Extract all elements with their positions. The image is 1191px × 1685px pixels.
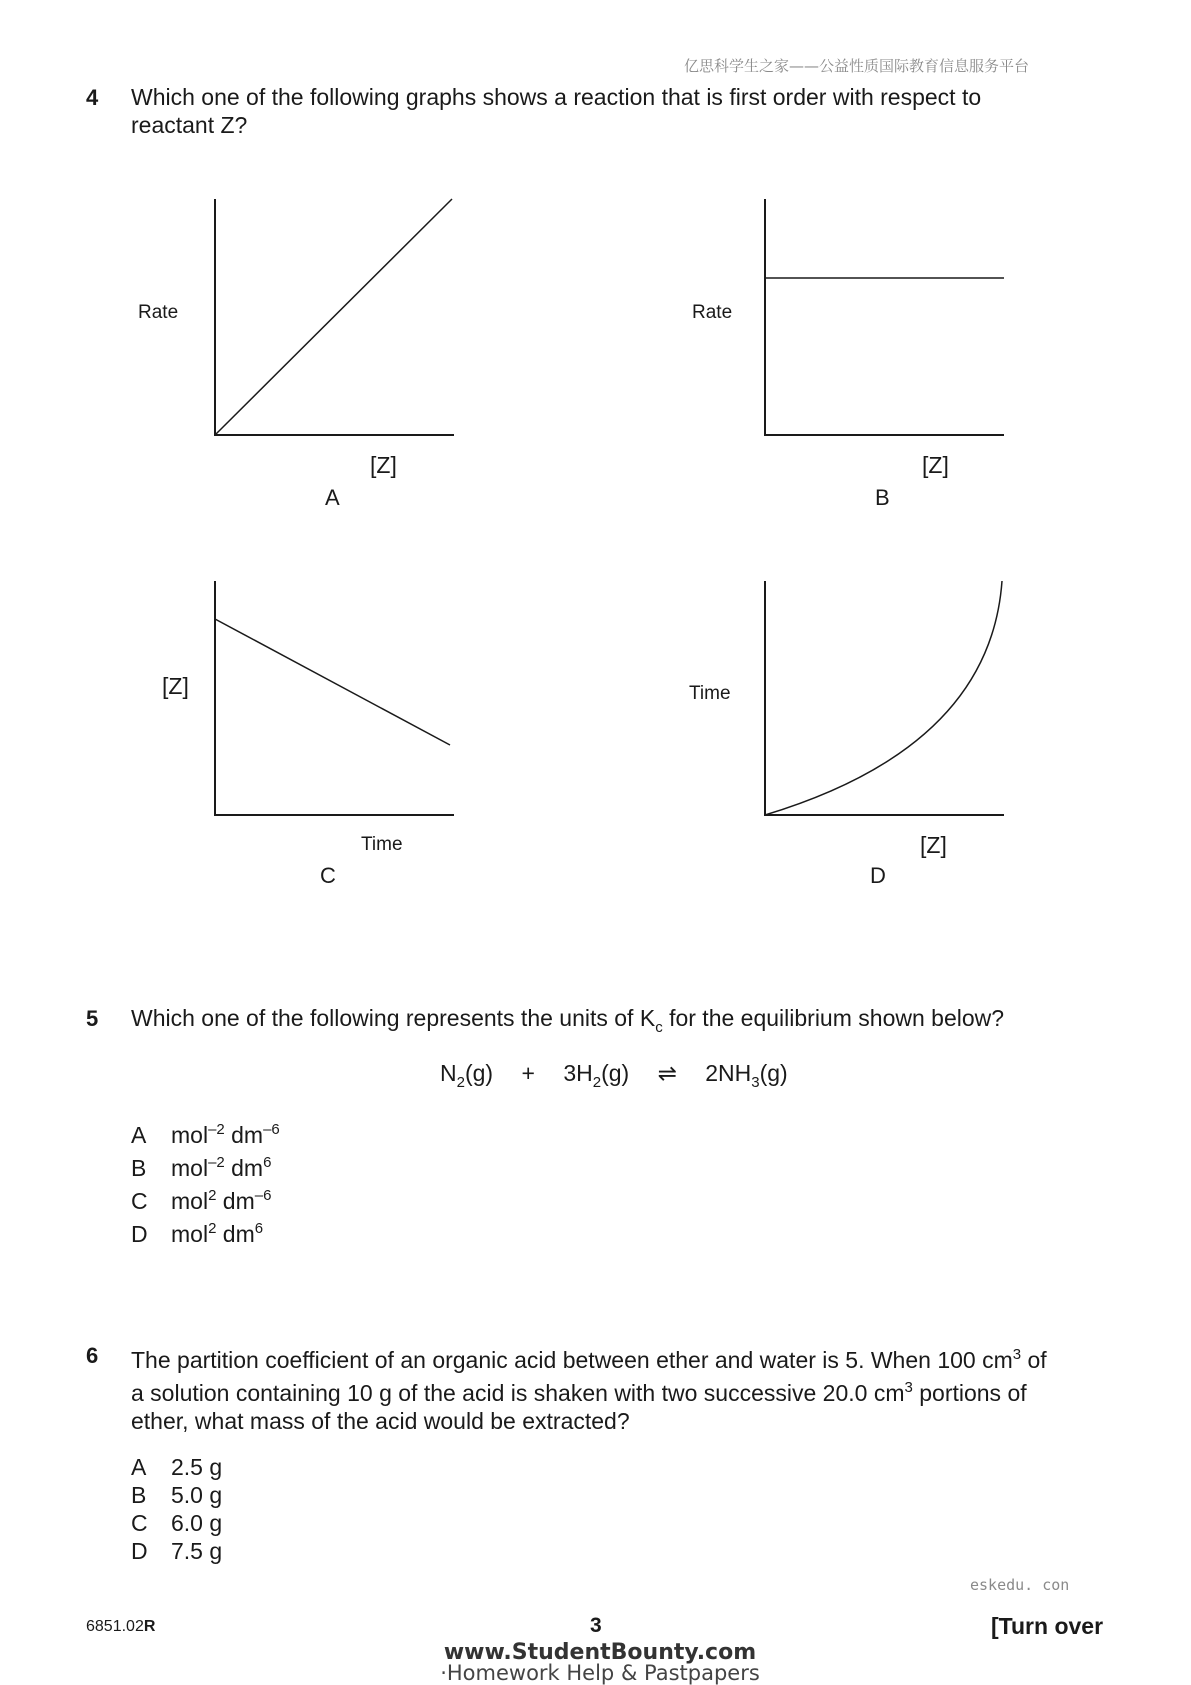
question-5-options <box>131 1116 280 1248</box>
eskedu-watermark: eskedu. con <box>970 1576 1070 1594</box>
question-6-number: 6 <box>86 1343 99 1368</box>
graph-b-letter: B <box>875 485 890 510</box>
paper-code-suffix: R <box>143 1618 156 1635</box>
question-5-option-c <box>131 1182 280 1215</box>
option-value: 6.0 g <box>171 1510 223 1536</box>
eq-reactant1: N <box>440 1060 457 1086</box>
question-6-line1-sup: 3 <box>1012 1346 1022 1363</box>
option-letter: B <box>131 1155 147 1181</box>
question-6-option-a <box>131 1453 222 1481</box>
question-6-line1-a: The partition coefficient of an organic acid between ether and water is 5. When 100 cm <box>131 1347 1013 1373</box>
option-letter: C <box>131 1510 148 1536</box>
paper-code-number: 6851.02 <box>86 1618 144 1635</box>
equilibrium-equation <box>440 1060 788 1091</box>
graph-a-xlabel: [Z] <box>370 452 397 478</box>
option-dm-exp: –6 <box>254 1187 272 1204</box>
option-dm: dm <box>222 1188 255 1214</box>
eq-reactant2-sub: 2 <box>592 1074 602 1091</box>
graph-c-line <box>215 619 450 745</box>
question-6-line3: ether, what mass of the acid would be extracted? <box>131 1408 630 1434</box>
question-4-text-line2: reactant Z? <box>131 112 248 138</box>
graph-c <box>140 577 470 827</box>
question-4-text-line1: Which one of the following graphs shows a reaction that is first order with respect to <box>131 84 982 110</box>
question-4-number: 4 <box>86 85 99 110</box>
eq-reactant2: 3H <box>563 1060 593 1086</box>
option-dm-exp: 6 <box>254 1220 264 1237</box>
question-6-line1-b: of <box>1021 1347 1047 1373</box>
question-6-line1 <box>131 1341 1141 1374</box>
eq-product: 2NH <box>705 1060 752 1086</box>
option-letter: D <box>131 1538 148 1564</box>
question-4-text <box>131 83 1091 139</box>
graph-d-curve <box>765 581 1002 815</box>
option-value: 2.5 g <box>171 1454 223 1480</box>
graph-a-line <box>215 199 452 435</box>
graph-a-svg <box>140 195 470 515</box>
question-5-text-pre: Which one of the following represents the units of K <box>131 1005 656 1031</box>
eq-product-state: (g) <box>759 1060 788 1086</box>
question-6-line2-b: portions of <box>912 1380 1027 1406</box>
question-5-number: 5 <box>86 1006 99 1031</box>
question-5-text-post: for the equilibrium shown below? <box>662 1005 1005 1031</box>
option-dm: dm <box>231 1155 264 1181</box>
turn-over: [Turn over <box>991 1613 1104 1639</box>
eq-reactant1-state: (g) <box>464 1060 494 1086</box>
option-mol: mol <box>171 1122 209 1148</box>
option-dm-exp: 6 <box>263 1154 272 1171</box>
option-mol: mol <box>171 1188 209 1214</box>
question-6-option-b <box>131 1481 222 1509</box>
option-dm: dm <box>222 1221 255 1247</box>
option-value: 7.5 g <box>171 1538 223 1564</box>
option-dm: dm <box>231 1122 264 1148</box>
option-letter: B <box>131 1482 147 1508</box>
paper-code <box>86 1618 155 1636</box>
graph-a <box>140 195 470 515</box>
option-letter: C <box>131 1188 148 1214</box>
graph-b-ylabel: Rate <box>692 302 733 323</box>
question-6-options <box>131 1453 222 1565</box>
question-6-option-d <box>131 1537 222 1565</box>
question-6-line2-a: a solution containing 10 g of the acid is shaken with two successive 20.0 cm <box>131 1380 905 1406</box>
studentbounty-tagline: ·Homework Help & Pastpapers <box>440 1661 760 1685</box>
graph-d-letter: D <box>870 863 886 888</box>
option-mol: mol <box>171 1155 209 1181</box>
graph-d-xlabel: [Z] <box>920 832 947 858</box>
option-dm-exp: –6 <box>263 1121 280 1138</box>
question-6-text <box>131 1341 1141 1435</box>
question-6-line2 <box>131 1374 1141 1407</box>
studentbounty-url: www.StudentBounty.com <box>443 1640 757 1665</box>
graph-b-svg <box>690 195 1020 515</box>
question-6-option-c <box>131 1509 222 1537</box>
graph-b <box>690 195 1020 515</box>
graph-a-letter: A <box>325 485 340 510</box>
eq-reactant1-sub: 2 <box>456 1074 465 1091</box>
eq-reactant2-state: (g) <box>601 1060 630 1086</box>
question-5-option-b <box>131 1149 280 1182</box>
graph-d <box>690 577 1020 827</box>
option-value: 5.0 g <box>171 1482 223 1508</box>
option-mol: mol <box>171 1221 209 1247</box>
page-number: 3 <box>590 1614 602 1637</box>
option-letter: A <box>131 1122 147 1148</box>
graph-d-svg <box>690 577 1020 827</box>
option-mol-exp: 2 <box>208 1187 217 1204</box>
question-5-text <box>131 1004 1131 1042</box>
question-5-option-a <box>131 1116 280 1149</box>
graph-a-ylabel: Rate <box>138 302 179 323</box>
eq-equilibrium-arrow: ⇌ <box>657 1060 677 1086</box>
graph-d-ylabel: Time <box>689 683 731 704</box>
eq-product-sub: 3 <box>751 1074 760 1091</box>
graph-c-xlabel: Time <box>361 834 403 855</box>
option-mol-exp: –2 <box>208 1154 225 1171</box>
graph-c-svg <box>140 577 470 827</box>
eq-plus: + <box>521 1060 535 1086</box>
question-5-kc-subscript: c <box>655 1019 663 1036</box>
studentbounty-watermark <box>440 1640 760 1685</box>
header-watermark: 亿思科学生之家——公益性质国际教育信息服务平台 <box>684 57 1030 75</box>
option-letter: D <box>131 1221 148 1247</box>
option-mol-exp: –2 <box>208 1121 225 1138</box>
graph-c-letter: C <box>320 863 336 888</box>
graph-c-ylabel: [Z] <box>162 673 189 699</box>
option-letter: A <box>131 1454 147 1480</box>
graph-b-xlabel: [Z] <box>922 452 949 478</box>
question-6-line2-sup: 3 <box>904 1379 913 1396</box>
question-5-option-d <box>131 1215 280 1248</box>
option-mol-exp: 2 <box>208 1220 217 1237</box>
